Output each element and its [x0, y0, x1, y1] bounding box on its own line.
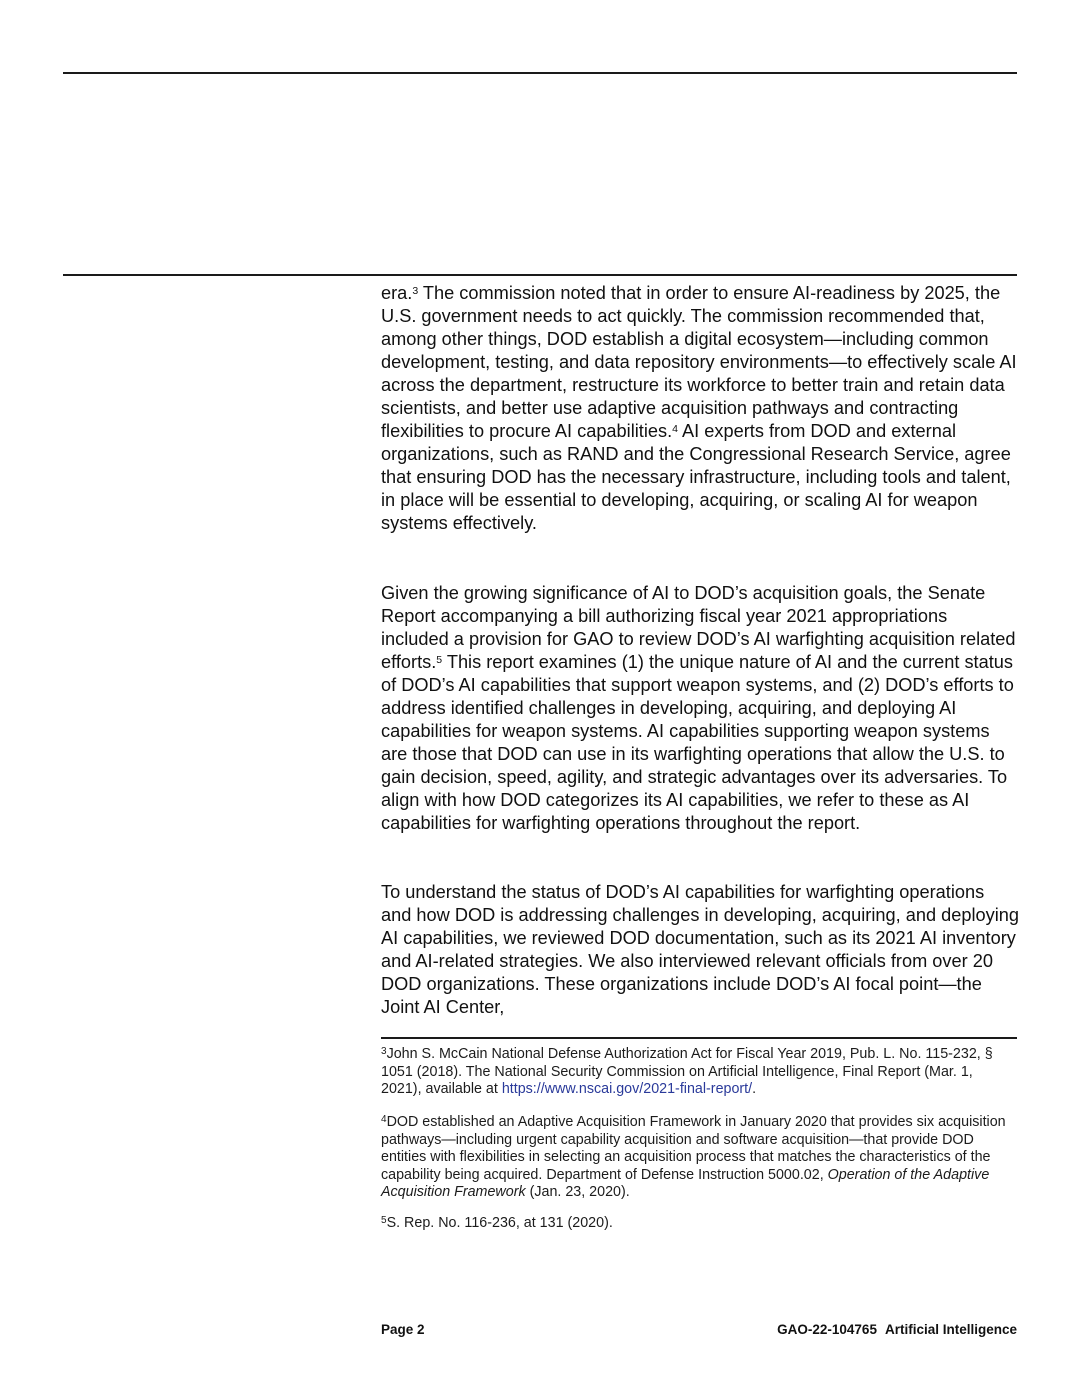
p1-text-b: AI experts from DOD and external organizations, such as RAND and the Congressional Research Service, agree that ensuring DOD has the necessary infrastructure, including tools and talent, in place will be essential to developing, acquiring, or scaling AI for weapon systems effectively. [381, 421, 1011, 533]
footnote-4-end: (Jan. 23, 2020). [525, 1184, 630, 1201]
footnote-ref-5[interactable]: 5 [436, 654, 443, 666]
nscai-report-link[interactable]: https://www.nscai.gov/2021-final-report/ [501, 1081, 753, 1098]
p2-text-a: Given the growing significance of AI to DOD’s acquisition goals, the Senate Report accompanying a bill authorizing fiscal year 2021 appropriations included a provision for GAO to review DOD’s AI warfighting acquisition related efforts. [381, 583, 1016, 672]
p1-lead-text: era. [381, 283, 413, 303]
footnote-3-text: John S. McCain National Defense Authorization Act for Fiscal Year 2019, Pub. L. No. 115-232, § 1051 (2018). The National Security Commission on Artificial Intelligence, Final Report (Mar. 1, 2021), available at [381, 1046, 993, 1098]
footnote-4-text: DOD established an Adaptive Acquisition Framework in January 2020 that provides six acquisition pathways—including urgent capability acquisition and software acquisition—that provide DOD entities with flexibilities in selecting an acquisition process that matches the characteristics of the capability being acquired. Department of Defense Instruction 5000.02, [381, 1114, 1006, 1183]
p1-text-a: The commission noted that in order to ensure AI-readiness by 2025, the U.S. government needs to act quickly. The commission recommended that, among other things, DOD establish a digital ecosystem—including common development, testing, and data repository environments—to effectively scale AI across the department, restructure its workforce to better train and retain data scientists, and better use adaptive acquisition pathways and contracting flexibilities to procure AI capabilities. [381, 283, 1017, 441]
footnote-4-number: 4 [381, 1114, 387, 1125]
footnote-separator [381, 1037, 1017, 1039]
report-title: Artificial Intelligence [884, 1322, 1017, 1337]
header-rule-bottom [63, 274, 1017, 276]
footnote-3 [381, 1046, 1017, 1099]
footnote-4 [381, 1114, 1017, 1202]
body-paragraph-3 [381, 881, 1019, 1019]
footnote-5 [381, 1215, 1017, 1233]
footnote-5-text: S. Rep. No. 116-236, at 131 (2020). [386, 1215, 613, 1231]
footnote-4-title: Operation of the Adaptive Acquisition Framework [381, 1166, 990, 1201]
header-rule-top [63, 72, 1017, 74]
p3-text: To understand the status of DOD’s AI capabilities for warfighting operations and how DOD is addressing challenges in developing, acquiring, and deploying AI capabilities, we reviewed DOD documentation, such as its 2021 AI inventory and AI-related strategies. We also interviewed relevant officials from over 20 DOD organizations. These organizations include DOD’s AI focal point—the Joint AI Center, [381, 882, 1019, 1017]
footnote-3-number: 3 [381, 1046, 387, 1057]
report-identifier [777, 1322, 1017, 1337]
p2-text-b: This report examines (1) the unique nature of AI and the current status of DOD’s AI capabilities that support weapon systems, and (2) DOD’s efforts to address identified challenges in developing, acquiring, and deploying AI capabilities for weapon systems. AI capabilities supporting weapon systems are those that DOD can use in its warfighting operations that allow the U.S. to gain decision, speed, agility, and strategic advantages over its adversaries. To align with how DOD categorizes its AI capabilities, we refer to these as AI capabilities for warfighting operations throughout the report. [381, 652, 1014, 833]
body-paragraph-2 [381, 582, 1019, 835]
footnote-3-end: . [752, 1081, 757, 1098]
footnote-ref-3[interactable]: 3 [412, 285, 419, 297]
report-number: GAO-22-104765 [777, 1322, 877, 1337]
page-number: Page 2 [381, 1322, 425, 1337]
footnote-5-number: 5 [381, 1215, 387, 1226]
body-paragraph-1 [381, 282, 1019, 535]
footnote-ref-4[interactable]: 4 [672, 423, 678, 435]
